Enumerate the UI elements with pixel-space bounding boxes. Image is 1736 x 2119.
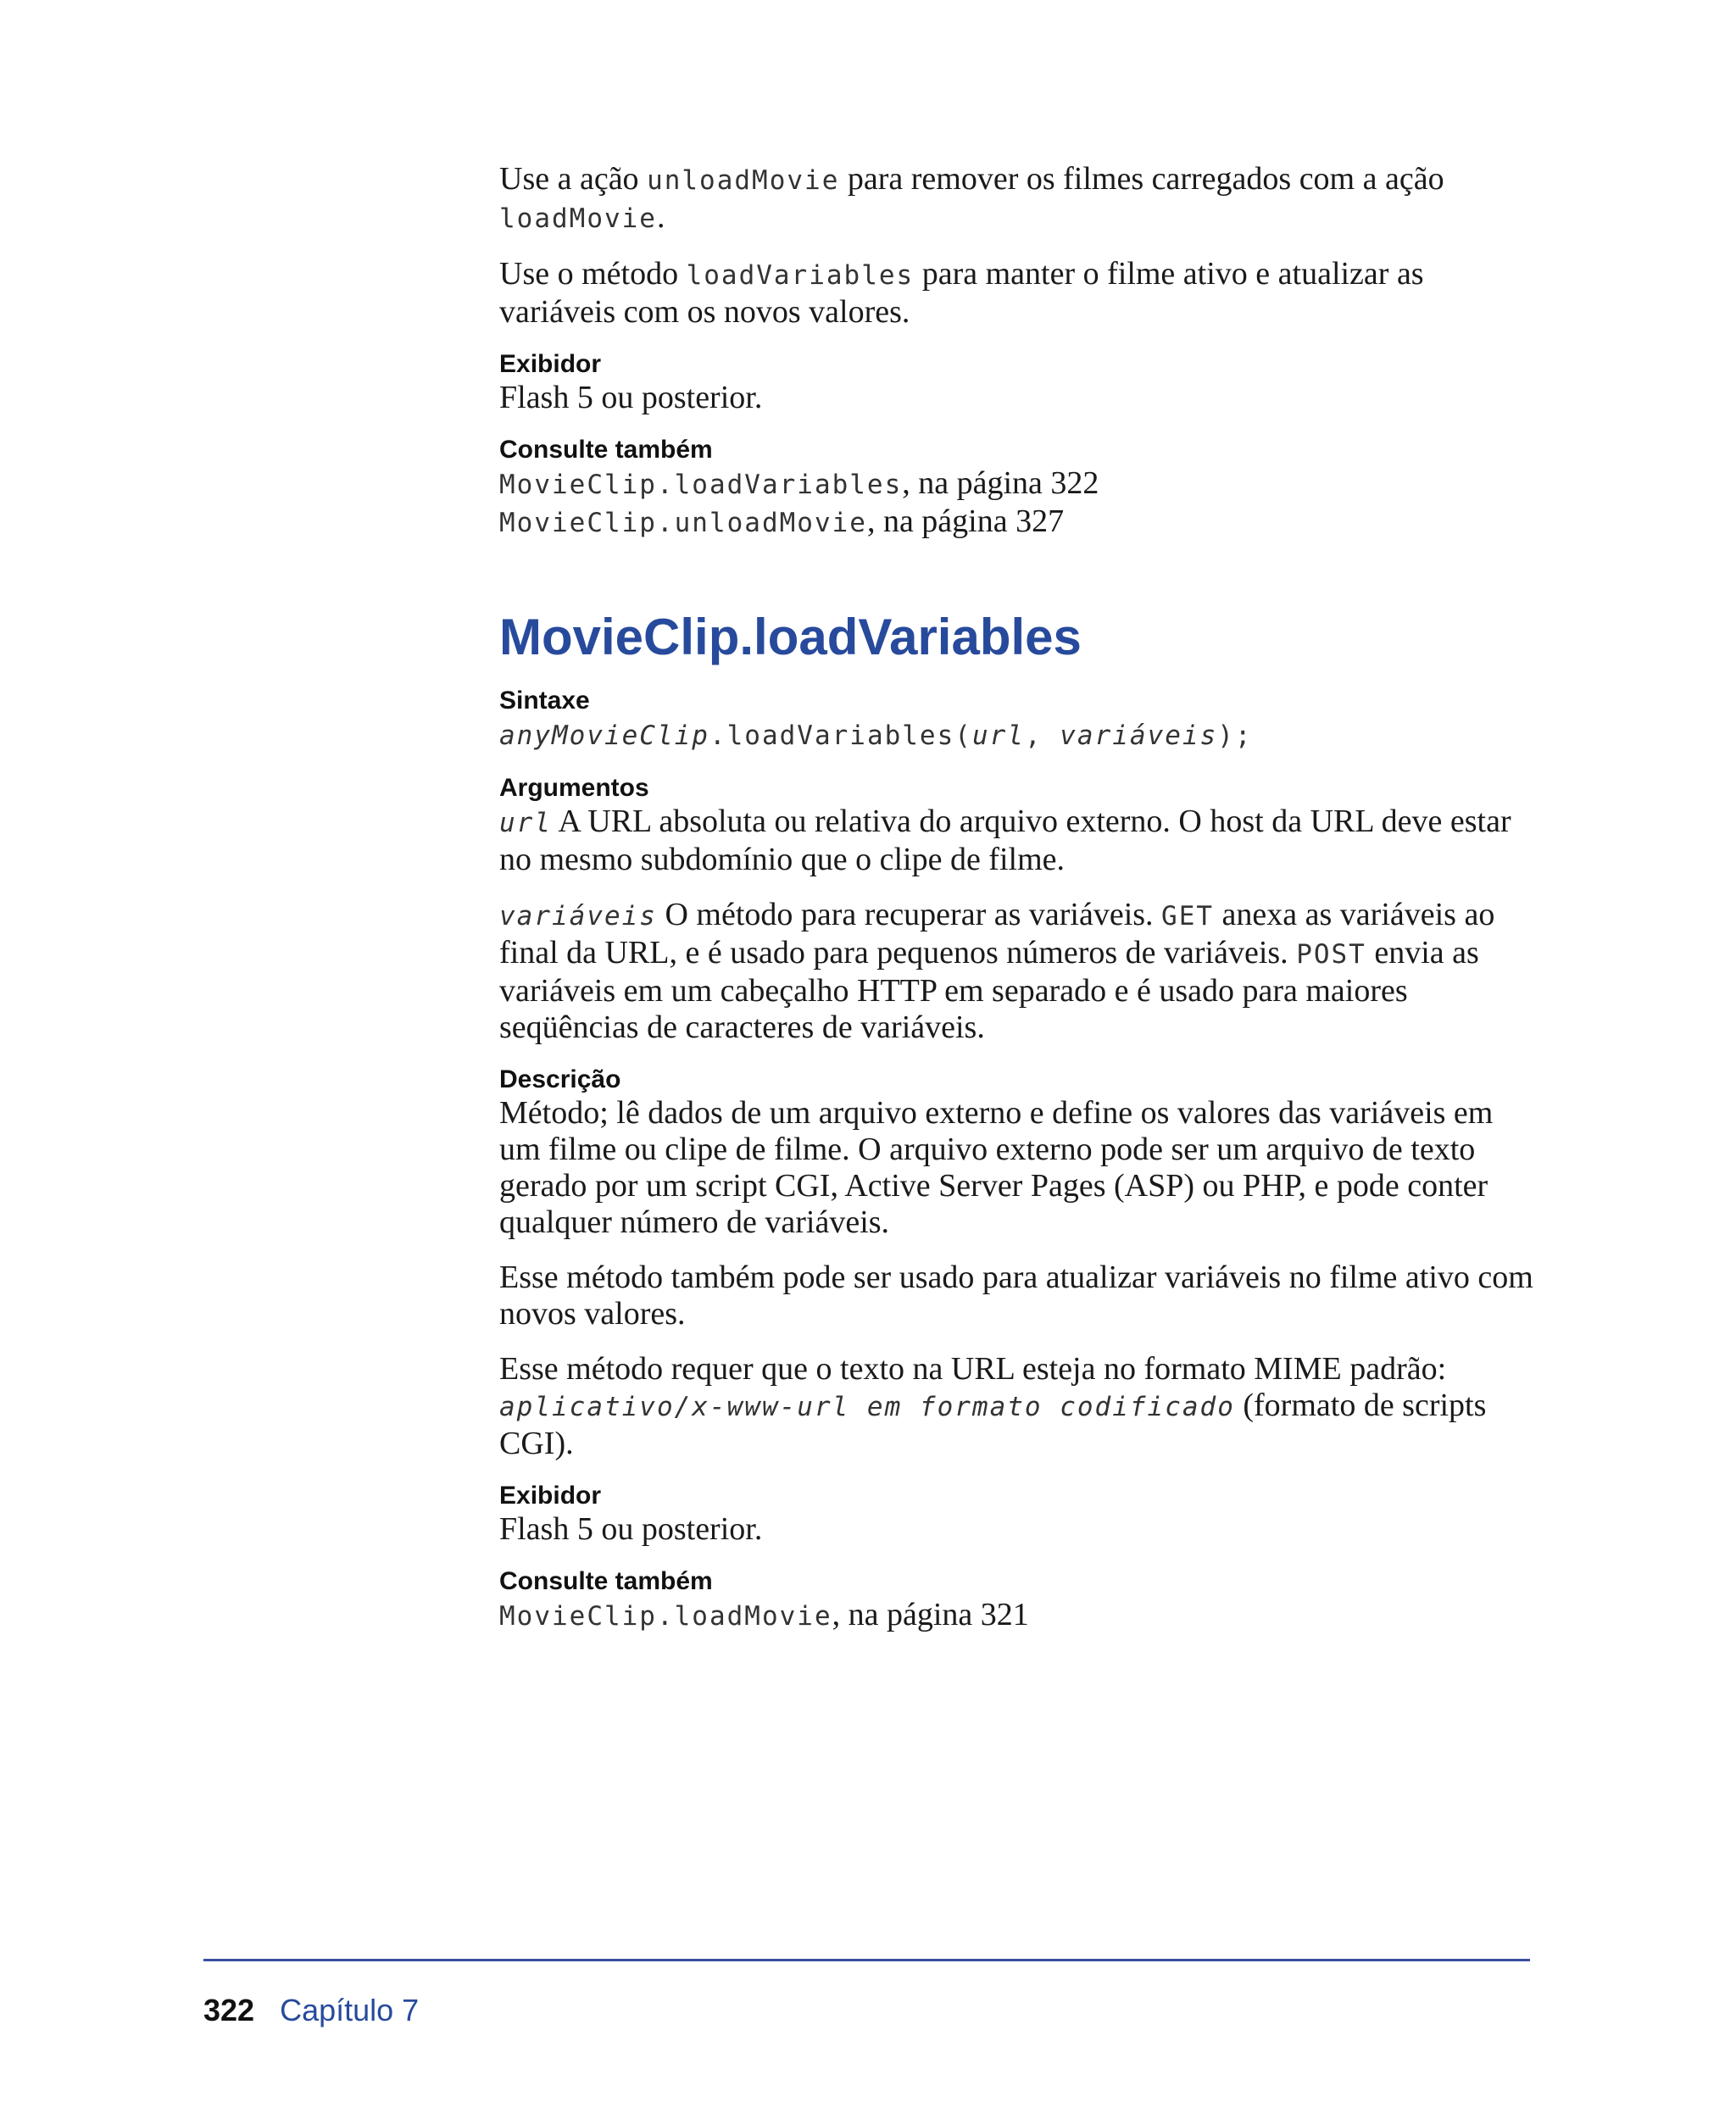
syntax-line — [499, 716, 1533, 754]
text: Use a ação — [499, 161, 648, 197]
see-also-item[interactable] — [499, 465, 1533, 503]
text: envia as variáveis em um cabeçalho HTTP em separado e é usado para maiores seqüências de caracteres de variáveis. — [499, 935, 1479, 1045]
text: O método para recuperar as variáveis. — [656, 897, 1162, 932]
code: url — [971, 720, 1025, 751]
reference-link[interactable]: MovieClip.loadMovie — [499, 1601, 832, 1632]
see-also-list — [499, 1597, 1533, 1635]
description-paragraph-1: Método; lê dados de um arquivo externo e define os valores das variáveis em um filme ou clipe de filme. O arquivo externo pode ser um arquivo de texto gerado por um script CGI, Active Server Pages (ASP) ou PHP, e pode conter qualquer número de variáveis. — [499, 1095, 1494, 1240]
syntax-heading: Sintaxe — [499, 687, 590, 715]
code: GET — [1161, 901, 1215, 932]
code: variáveis — [1060, 720, 1218, 751]
code: anyMovieClip — [499, 720, 709, 751]
text: para manter o filme ativo e atualizar as variáveis com os novos valores. — [499, 256, 1424, 330]
text: , na página 327 — [866, 503, 1065, 539]
player-heading: Exibidor — [499, 350, 602, 378]
argument-url — [499, 804, 1533, 878]
code: aplicativo/x-www-url em formato codificado — [499, 1392, 1235, 1422]
arguments-heading: Argumentos — [499, 774, 649, 802]
text: Use o método — [499, 256, 687, 292]
section-title: MovieClip.loadVariables — [499, 609, 1082, 665]
chapter-label: Capítulo 7 — [280, 1993, 420, 2027]
text: , na página 321 — [832, 1597, 1029, 1632]
text: . — [656, 199, 665, 235]
intro-paragraph-1 — [499, 161, 1533, 237]
intro-paragraph-2 — [499, 256, 1533, 331]
see-also-heading: Consulte também — [499, 436, 713, 464]
code: url — [499, 808, 552, 838]
code-unloadmovie: unloadMovie — [647, 165, 840, 196]
player-text: Flash 5 ou posterior. — [499, 380, 763, 415]
text: anexa as variáveis ao final da URL, e é usado para pequenos números de variáveis. — [499, 897, 1495, 971]
description-paragraph-3 — [499, 1351, 1533, 1462]
page-footer — [203, 1992, 419, 2029]
reference-link[interactable]: MovieClip.unloadMovie — [499, 508, 867, 538]
code-loadmovie: loadMovie — [499, 203, 657, 234]
code: .loadVariables( — [709, 720, 972, 751]
see-also-item[interactable] — [499, 503, 1533, 542]
see-also-item[interactable] — [499, 1597, 1533, 1635]
code: POST — [1296, 939, 1366, 970]
code: variáveis — [499, 901, 657, 932]
description-heading: Descrição — [499, 1065, 621, 1093]
description-paragraph-2: Esse método também pode ser usado para atualizar variáveis no filme ativo com novos valores. — [499, 1260, 1533, 1332]
argument-variaveis — [499, 897, 1533, 1046]
page-number: 322 — [203, 1993, 255, 2027]
text: (formato de scripts CGI). — [499, 1388, 1487, 1461]
page-content — [499, 161, 1533, 1635]
reference-link[interactable]: MovieClip.loadVariables — [499, 470, 903, 500]
text: , na página 322 — [902, 465, 1099, 501]
text: para remover os filmes carregados com a ação — [839, 161, 1444, 197]
player-heading: Exibidor — [499, 1482, 602, 1510]
code: , — [1024, 720, 1060, 751]
footer-rule — [203, 1959, 1530, 1961]
code-loadvariables: loadVariables — [686, 260, 915, 291]
text: A URL absoluta ou relativa do arquivo externo. O host da URL deve estar no mesmo subdomínio que o clipe de filme. — [499, 804, 1511, 877]
see-also-list — [499, 465, 1533, 542]
player-text: Flash 5 ou posterior. — [499, 1511, 763, 1547]
code: ); — [1217, 720, 1253, 751]
see-also-heading: Consulte também — [499, 1567, 713, 1595]
text: Esse método requer que o texto na URL esteja no formato MIME padrão: — [499, 1351, 1447, 1387]
